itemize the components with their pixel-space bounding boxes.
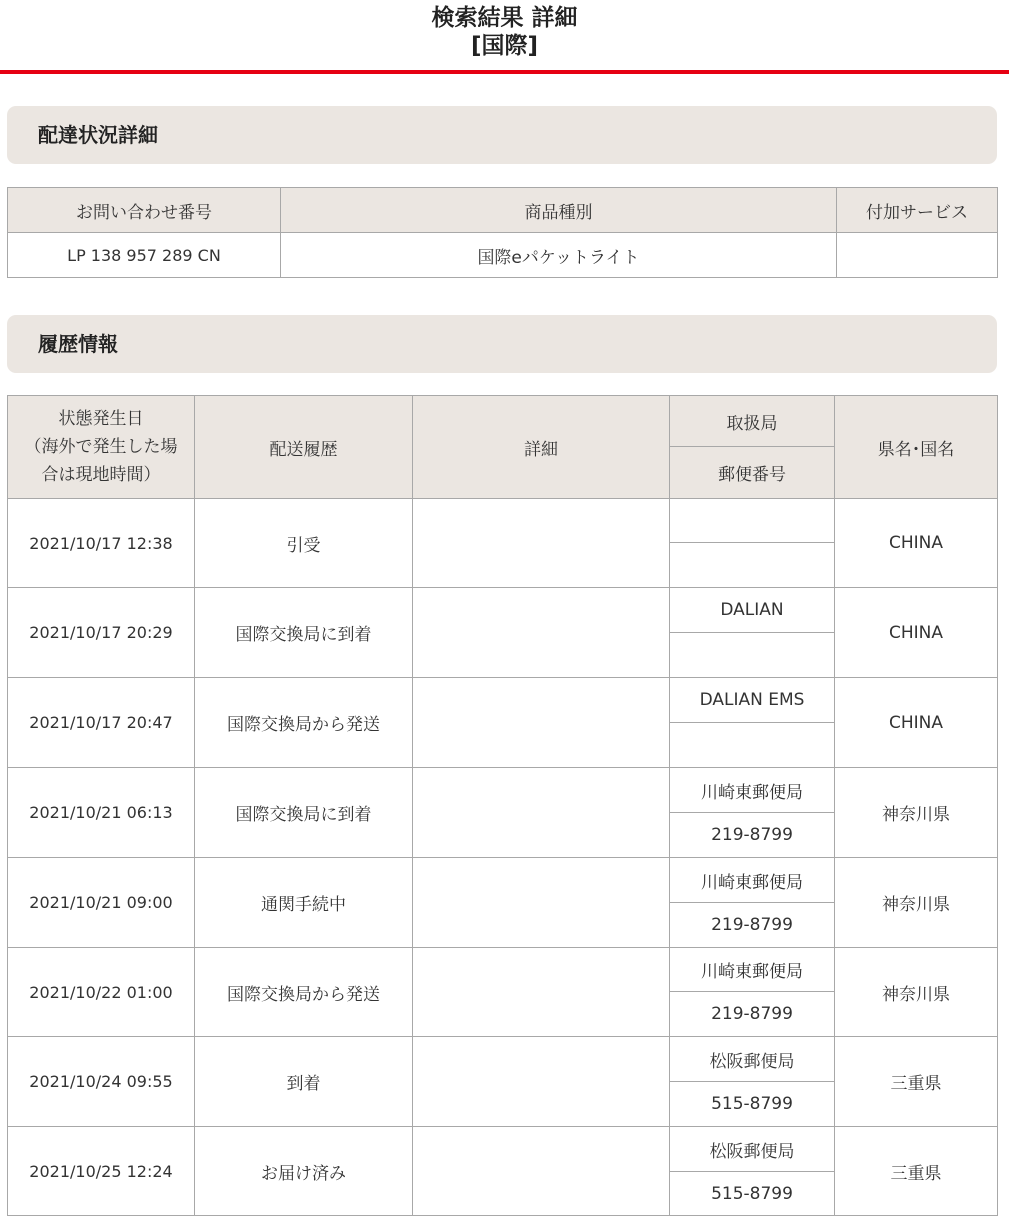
history-postal-code: 219-8799 [670, 903, 835, 948]
history-status: お届け済み [195, 1127, 413, 1216]
history-region: CHINA [835, 588, 998, 678]
history-detail [413, 588, 670, 678]
history-row [8, 588, 998, 633]
history-detail [413, 1037, 670, 1127]
history-date: 2021/10/21 06:13 [8, 768, 195, 858]
history-postal-code: 515-8799 [670, 1172, 835, 1216]
additional-service [837, 233, 998, 278]
history-row [8, 948, 998, 992]
tracking-number: LP 138 957 289 CN [8, 233, 281, 278]
history-region: CHINA [835, 678, 998, 768]
section-heading-history: 履歴情報 [7, 315, 997, 373]
history-row [8, 1037, 998, 1082]
history-status: 国際交換局に到着 [195, 768, 413, 858]
delivery-status-row [8, 233, 998, 278]
history-postal-code: 515-8799 [670, 1082, 835, 1127]
history-detail [413, 1127, 670, 1216]
history-row [8, 499, 998, 543]
history-date: 2021/10/17 20:29 [8, 588, 195, 678]
history-date: 2021/10/17 12:38 [8, 499, 195, 588]
history-detail [413, 678, 670, 768]
column-header-status: 配送履歴 [195, 396, 413, 499]
history-table [7, 395, 998, 1216]
history-detail [413, 858, 670, 948]
column-header-postal-code: 郵便番号 [670, 447, 835, 499]
history-row [8, 1127, 998, 1172]
history-postal-code: 219-8799 [670, 992, 835, 1037]
history-status: 引受 [195, 499, 413, 588]
history-region: 三重県 [835, 1037, 998, 1127]
history-postal-code [670, 543, 835, 588]
history-postal-code [670, 633, 835, 678]
history-office: 川崎東郵便局 [670, 948, 835, 992]
history-date: 2021/10/22 01:00 [8, 948, 195, 1037]
history-status: 国際交換局に到着 [195, 588, 413, 678]
column-header-office: 取扱局 [670, 396, 835, 447]
history-region: 三重県 [835, 1127, 998, 1216]
history-office: DALIAN [670, 588, 835, 633]
history-status: 通関手続中 [195, 858, 413, 948]
history-date: 2021/10/17 20:47 [8, 678, 195, 768]
product-type: 国際eパケットライト [281, 233, 837, 278]
history-date: 2021/10/21 09:00 [8, 858, 195, 948]
page-subtitle: [国際] [470, 33, 539, 59]
column-header-detail: 詳細 [413, 396, 670, 499]
column-header-region: 県名･国名 [835, 396, 998, 499]
history-postal-code [670, 723, 835, 768]
history-detail [413, 948, 670, 1037]
history-office: 川崎東郵便局 [670, 768, 835, 813]
history-office [670, 499, 835, 543]
history-office: 川崎東郵便局 [670, 858, 835, 903]
column-header-product-type: 商品種別 [281, 188, 837, 233]
history-status: 到着 [195, 1037, 413, 1127]
history-region: 神奈川県 [835, 768, 998, 858]
column-header-date-line2: （海外で発生した場 [24, 437, 178, 457]
column-header-tracking-number: お問い合わせ番号 [8, 188, 281, 233]
page-header [0, 0, 1009, 70]
history-status: 国際交換局から発送 [195, 948, 413, 1037]
history-row [8, 858, 998, 903]
column-header-date-line3: 合は現地時間） [41, 465, 161, 485]
header-divider [0, 70, 1009, 74]
history-region: 神奈川県 [835, 948, 998, 1037]
column-header-additional-service: 付加サービス [837, 188, 998, 233]
history-status: 国際交換局から発送 [195, 678, 413, 768]
delivery-status-table [7, 187, 998, 278]
history-office: 松阪郵便局 [670, 1127, 835, 1172]
page-title: 検索結果 詳細 [431, 5, 578, 31]
history-region: 神奈川県 [835, 858, 998, 948]
history-row [8, 678, 998, 723]
history-postal-code: 219-8799 [670, 813, 835, 858]
column-header-date [8, 396, 195, 499]
history-office: 松阪郵便局 [670, 1037, 835, 1082]
history-detail [413, 499, 670, 588]
history-region: CHINA [835, 499, 998, 588]
history-row [8, 768, 998, 813]
history-detail [413, 768, 670, 858]
column-header-date-line1: 状態発生日 [58, 409, 144, 429]
history-date: 2021/10/25 12:24 [8, 1127, 195, 1216]
history-date: 2021/10/24 09:55 [8, 1037, 195, 1127]
section-heading-delivery-status: 配達状況詳細 [7, 106, 997, 164]
history-office: DALIAN EMS [670, 678, 835, 723]
